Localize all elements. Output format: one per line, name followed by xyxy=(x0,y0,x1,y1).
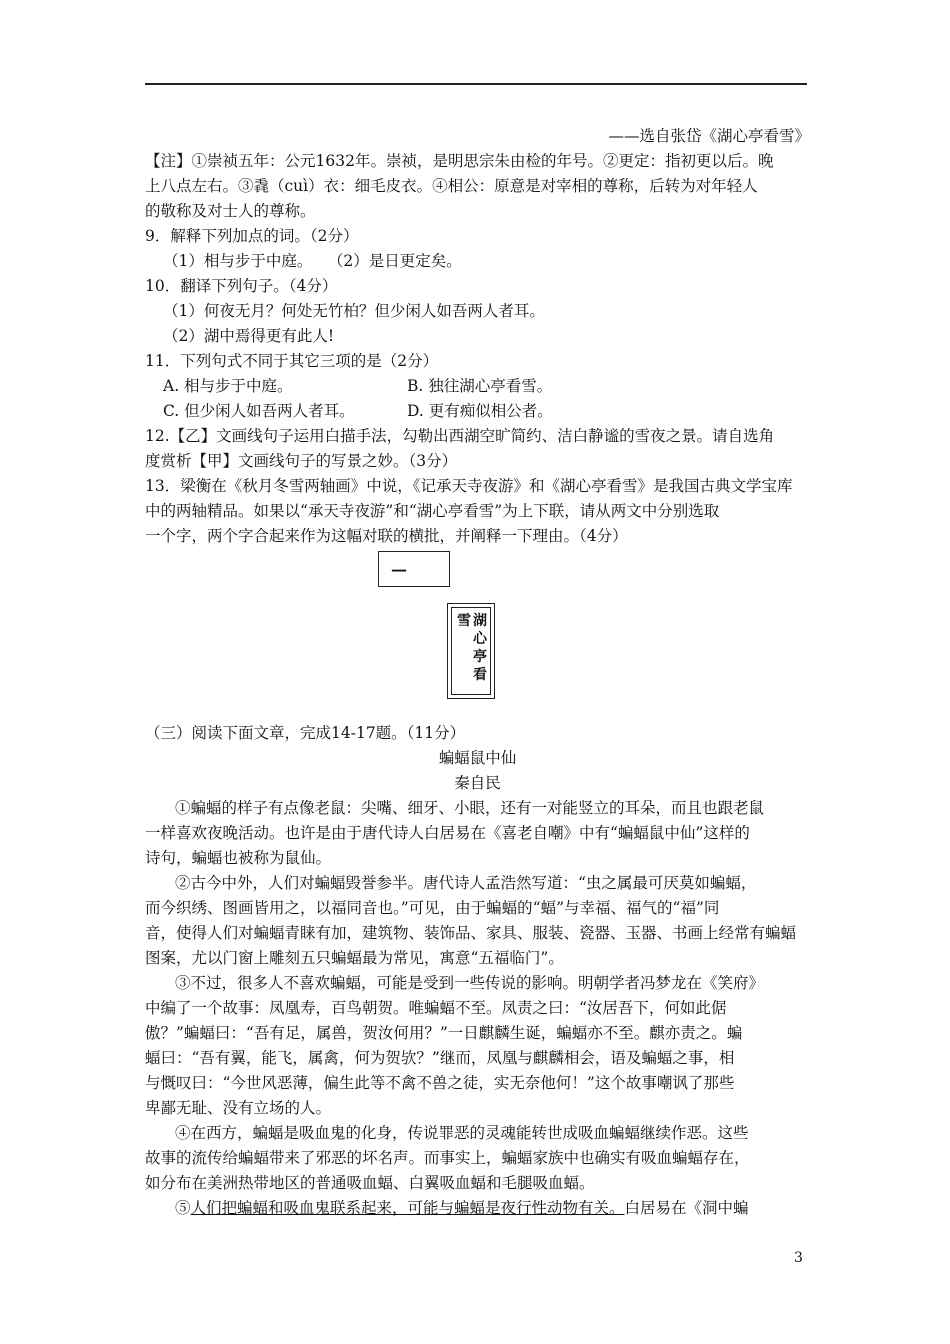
p5-prefix: ⑤ xyxy=(175,1199,191,1217)
q13-line: 一个字，两个字合起来作为这幅对联的横批，并阐释一下理由。（4分） xyxy=(145,527,628,545)
paragraph-line: 故事的流传给蝙蝠带来了邪恶的坏名声。而事实上，蝙蝠家族中也确实有吸血蝙蝠存在， xyxy=(145,1149,750,1167)
q10-item-2: （2）湖中焉得更有此人! xyxy=(163,327,335,345)
q12-line: 度赏析【甲】文画线句子的写景之妙。（3分） xyxy=(145,452,458,470)
paragraph-line: 诗句，蝙蝠也被称为鼠仙。 xyxy=(145,849,332,867)
paragraph-line: ②古今中外，人们对蝙蝠毁誉参半。唐代诗人孟浩然写道：“虫之属最可厌莫如蝙蝠， xyxy=(175,874,757,892)
section3-heading: （三）阅读下面文章，完成14-17题。（11分） xyxy=(145,724,466,742)
q13-line: 中的两轴精品。如果以“承天寺夜游”和“湖心亭看雪”为上下联，请从两文中分别选取 xyxy=(145,502,720,520)
q11-option-c: C. 但少闲人如吾两人者耳。 xyxy=(163,402,355,420)
q11-option-d: D. 更有痴似相公者。 xyxy=(407,402,553,420)
source-line: ——选自张岱《湖心亭看雪》 xyxy=(608,127,810,145)
paragraph-line: 与慨叹曰：“今世风恶薄，偏生此等不禽不兽之徒，实无奈他何！”这个故事嘲讽了那些 xyxy=(145,1074,735,1092)
paragraph-line: ①蝙蝠的样子有点像老鼠：尖嘴、细牙、小眼，还有一对能竖立的耳朵，而且也跟老鼠 xyxy=(175,799,765,817)
q11-stem: 11．下列句式不同于其它三项的是（2分） xyxy=(145,352,439,370)
couplet-char: 湖 xyxy=(473,613,487,629)
q11-option-b: B. 独往湖心亭看雪。 xyxy=(407,377,553,395)
article-author: 秦自民 xyxy=(454,774,501,792)
q10-stem: 10．翻译下列句子。（4分） xyxy=(145,277,338,295)
q9-items: （1）相与步于中庭。 （2）是日更定矣。 xyxy=(163,252,462,270)
horizontal-scroll-dash: — xyxy=(391,560,407,579)
paragraph-line: 图案，尤以门窗上雕刻五只蝙蝠最为常见，寓意“五福临门”。 xyxy=(145,949,564,967)
paragraph-line: 如分布在美洲热带地区的普通吸血蝠、白翼吸血蝠和毛腿吸血蝠。 xyxy=(145,1174,595,1192)
paragraph-line: ④在西方，蝙蝠是吸血鬼的化身，传说罪恶的灵魂能转世成吸血蝙蝠继续作恶。这些 xyxy=(175,1124,749,1142)
paragraph-line: 傲？”蝙蝠曰：“吾有足，属兽，贺汝何用？”一日麒麟生诞，蝙蝠亦不至。麒亦责之。蝙 xyxy=(145,1024,743,1042)
couplet-char: 亭 xyxy=(473,649,487,665)
couplet-char: 雪 xyxy=(457,613,471,629)
couplet-char: 看 xyxy=(473,667,487,683)
paragraph-line: 音，使得人们对蝙蝠青睐有加，建筑物、装饰品、家具、服装、瓷器、玉器、书画上经常有蝙蝠 xyxy=(145,924,797,942)
q13-line: 13．梁衡在《秋月冬雪两轴画》中说，《记承天寺夜游》和《湖心亭看雪》是我国古典文学宝库 xyxy=(145,477,793,495)
header-rule xyxy=(145,83,807,85)
classical-text-section xyxy=(145,124,810,549)
q11-option-a: A. 相与步于中庭。 xyxy=(163,377,293,395)
underlined-sentence: 人们把蝙蝠和吸血鬼联系起来，可能与蝙蝠是夜行性动物有关。 xyxy=(190,1199,625,1217)
horizontal-scroll-answer-box xyxy=(378,551,450,587)
paragraph-line: 卑鄙无耻、没有立场的人。 xyxy=(145,1099,332,1117)
reading-section xyxy=(145,721,810,1221)
paragraph-line: 一样喜欢夜晚活动。也许是由于唐代诗人白居易在《喜老自嘲》中有“蝙蝠鼠中仙”这样的 xyxy=(145,824,750,842)
paragraph-line: 中编了一个故事：凤凰寿，百鸟朝贺。唯蝙蝠不至。凤责之曰：“汝居吾下，何如此倨 xyxy=(145,999,727,1017)
article-title: 蝙蝠鼠中仙 xyxy=(438,749,517,767)
paragraph-line: ③不过，很多人不喜欢蝙蝠，可能是受到一些传说的影响。明朝学者冯梦龙在《笑府》 xyxy=(175,974,765,992)
q9-stem: 9．解释下列加点的词。（2分） xyxy=(145,227,359,245)
paragraph-line: 而今织绣、图画皆用之，以福同音也。”可见，由于蝙蝠的“蝠”与幸福、福气的“福”同 xyxy=(145,899,720,917)
q10-item-1: （1）何夜无月？何处无竹柏？但少闲人如吾两人者耳。 xyxy=(163,302,545,320)
p5-rest: 白居易在《洞中蝙 xyxy=(624,1199,749,1217)
paragraph-line xyxy=(145,1196,810,1221)
couplet-char: 心 xyxy=(473,631,487,647)
note-line: 上八点左右。③毳（cuì）衣：细毛皮衣。④相公：原意是对宰相的尊称，后转为对年轻人 xyxy=(145,177,758,195)
paragraph-line: 蝠曰：“吾有翼，能飞，属禽，何为贺欤？”继而，凤凰与麒麟相会，语及蝙蝠之事，相 xyxy=(145,1049,735,1067)
couplet-left-column xyxy=(471,612,489,684)
couplet-box xyxy=(447,603,495,699)
q11-options-row-1 xyxy=(145,374,810,399)
page-number: 3 xyxy=(794,1250,803,1266)
note-line: 【注】①崇祯五年：公元1632年。崇祯，是明思宗朱由检的年号。②更定：指初更以后。晚 xyxy=(145,152,774,170)
q11-options-row-2 xyxy=(145,399,810,424)
q12-line: 12.【乙】文画线句子运用白描手法，勾勒出西湖空旷简约、洁白静谧的雪夜之景。请自选角 xyxy=(145,427,775,445)
note-line: 的敬称及对士人的尊称。 xyxy=(145,202,316,220)
